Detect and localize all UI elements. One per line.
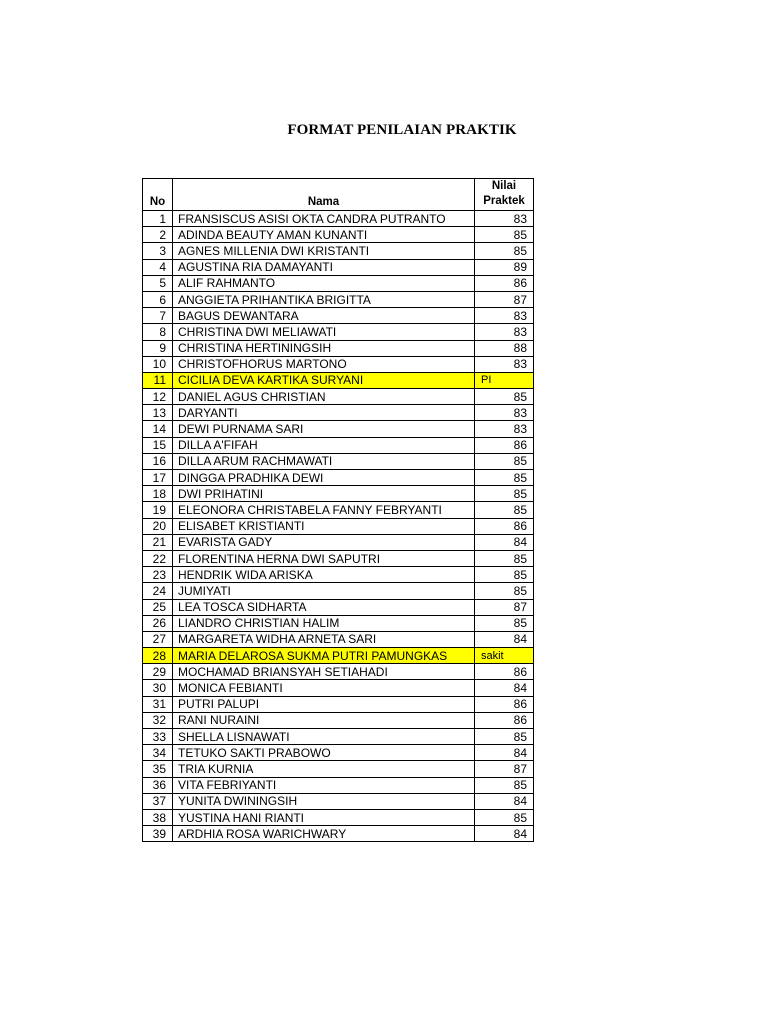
row-number: 35 [143, 761, 173, 777]
table-row [143, 615, 534, 631]
row-number: 34 [143, 745, 173, 761]
table-row [143, 340, 534, 356]
row-number: 38 [143, 809, 173, 825]
header-nilai-praktek: Nilai Praktek [475, 179, 534, 211]
student-name: ADINDA BEAUTY AMAN KUNANTI [173, 227, 475, 243]
practice-score: 85 [475, 453, 534, 469]
student-name: DILLA A'FIFAH [173, 437, 475, 453]
table-row [143, 712, 534, 728]
table-row [143, 729, 534, 745]
student-name: JUMIYATI [173, 583, 475, 599]
student-name: DWI PRIHATINI [173, 486, 475, 502]
practice-score: PI [475, 372, 534, 388]
row-number: 11 [143, 372, 173, 388]
student-name: YUNITA DWININGSIH [173, 793, 475, 809]
table-row [143, 599, 534, 615]
row-number: 37 [143, 793, 173, 809]
student-name: ARDHIA ROSA WARICHWARY [173, 826, 475, 842]
table-header-row [143, 179, 534, 211]
row-number: 22 [143, 550, 173, 566]
table-row [143, 631, 534, 647]
practice-score: 83 [475, 324, 534, 340]
student-name: ELEONORA CHRISTABELA FANNY FEBRYANTI [173, 502, 475, 518]
table-row [143, 761, 534, 777]
practice-score: 86 [475, 664, 534, 680]
practice-score: 84 [475, 680, 534, 696]
practice-score: 83 [475, 421, 534, 437]
row-number: 1 [143, 211, 173, 227]
row-number: 5 [143, 275, 173, 291]
row-number: 26 [143, 615, 173, 631]
row-number: 6 [143, 291, 173, 307]
row-number: 28 [143, 648, 173, 664]
practice-score: 83 [475, 356, 534, 372]
table-row [143, 745, 534, 761]
table-row [143, 534, 534, 550]
student-name: LIANDRO CHRISTIAN HALIM [173, 615, 475, 631]
practice-score: 84 [475, 793, 534, 809]
row-number: 16 [143, 453, 173, 469]
table-row [143, 826, 534, 842]
table-row [143, 324, 534, 340]
table-row [143, 437, 534, 453]
student-name: ELISABET KRISTIANTI [173, 518, 475, 534]
grade-table-body [143, 179, 534, 842]
table-row [143, 453, 534, 469]
table-row [143, 567, 534, 583]
grade-table [142, 178, 534, 842]
row-number: 10 [143, 356, 173, 372]
student-name: TETUKO SAKTI PRABOWO [173, 745, 475, 761]
practice-score: 86 [475, 712, 534, 728]
student-name: PUTRI PALUPI [173, 696, 475, 712]
practice-score: 85 [475, 243, 534, 259]
practice-score: 85 [475, 389, 534, 405]
row-number: 17 [143, 470, 173, 486]
table-row [143, 809, 534, 825]
row-number: 4 [143, 259, 173, 275]
student-name: DARYANTI [173, 405, 475, 421]
row-number: 25 [143, 599, 173, 615]
student-name: MONICA FEBIANTI [173, 680, 475, 696]
row-number: 31 [143, 696, 173, 712]
table-row [143, 470, 534, 486]
table-row [143, 421, 534, 437]
student-name: BAGUS DEWANTARA [173, 308, 475, 324]
table-row [143, 518, 534, 534]
practice-score: 86 [475, 696, 534, 712]
row-number: 32 [143, 712, 173, 728]
table-row [143, 291, 534, 307]
practice-score: 87 [475, 761, 534, 777]
practice-score: 85 [475, 809, 534, 825]
table-row [143, 259, 534, 275]
student-name: ALIF RAHMANTO [173, 275, 475, 291]
student-name: FRANSISCUS ASISI OKTA CANDRA PUTRANTO [173, 211, 475, 227]
practice-score: 84 [475, 745, 534, 761]
student-name: HENDRIK WIDA ARISKA [173, 567, 475, 583]
row-number: 12 [143, 389, 173, 405]
table-row [143, 664, 534, 680]
table-row [143, 696, 534, 712]
practice-score: 83 [475, 405, 534, 421]
row-number: 30 [143, 680, 173, 696]
document-title: FORMAT PENILAIAN PRAKTIK [287, 122, 517, 138]
table-row [143, 308, 534, 324]
practice-score: 85 [475, 227, 534, 243]
table-row [143, 356, 534, 372]
student-name: FLORENTINA HERNA DWI SAPUTRI [173, 550, 475, 566]
row-number: 18 [143, 486, 173, 502]
student-name: DILLA ARUM RACHMAWATI [173, 453, 475, 469]
student-name: CICILIA DEVA KARTIKA SURYANI [173, 372, 475, 388]
practice-score: 85 [475, 567, 534, 583]
row-number: 27 [143, 631, 173, 647]
student-name: DANIEL AGUS CHRISTIAN [173, 389, 475, 405]
student-name: VITA FEBRIYANTI [173, 777, 475, 793]
student-name: DEWI PURNAMA SARI [173, 421, 475, 437]
row-number: 15 [143, 437, 173, 453]
student-name: YUSTINA HANI RIANTI [173, 809, 475, 825]
practice-score: 84 [475, 534, 534, 550]
row-number: 29 [143, 664, 173, 680]
practice-score: 88 [475, 340, 534, 356]
table-row [143, 405, 534, 421]
row-number: 9 [143, 340, 173, 356]
row-number: 13 [143, 405, 173, 421]
table-row [143, 777, 534, 793]
student-name: CHRISTOFHORUS MARTONO [173, 356, 475, 372]
table-row [143, 648, 534, 664]
student-name: MARGARETA WIDHA ARNETA SARI [173, 631, 475, 647]
practice-score: 85 [475, 486, 534, 502]
student-name: CHRISTINA DWI MELIAWATI [173, 324, 475, 340]
row-number: 2 [143, 227, 173, 243]
practice-score: 83 [475, 211, 534, 227]
practice-score: sakit [475, 648, 534, 664]
table-row [143, 793, 534, 809]
student-name: TRIA KURNIA [173, 761, 475, 777]
table-row [143, 486, 534, 502]
student-name: AGUSTINA RIA DAMAYANTI [173, 259, 475, 275]
table-row [143, 550, 534, 566]
table-row [143, 275, 534, 291]
practice-score: 89 [475, 259, 534, 275]
row-number: 24 [143, 583, 173, 599]
table-row [143, 502, 534, 518]
practice-score: 85 [475, 502, 534, 518]
student-name: RANI NURAINI [173, 712, 475, 728]
row-number: 14 [143, 421, 173, 437]
practice-score: 87 [475, 291, 534, 307]
practice-score: 85 [475, 550, 534, 566]
practice-score: 86 [475, 275, 534, 291]
practice-score: 86 [475, 518, 534, 534]
practice-score: 85 [475, 729, 534, 745]
table-row [143, 389, 534, 405]
row-number: 20 [143, 518, 173, 534]
practice-score: 85 [475, 470, 534, 486]
student-name: MARIA DELAROSA SUKMA PUTRI PAMUNGKAS [173, 648, 475, 664]
header-no: No [143, 179, 173, 211]
row-number: 19 [143, 502, 173, 518]
practice-score: 85 [475, 615, 534, 631]
student-name: DINGGA PRADHIKA DEWI [173, 470, 475, 486]
row-number: 3 [143, 243, 173, 259]
student-name: AGNES MILLENIA DWI KRISTANTI [173, 243, 475, 259]
row-number: 36 [143, 777, 173, 793]
table-row [143, 211, 534, 227]
practice-score: 85 [475, 777, 534, 793]
student-name: LEA TOSCA SIDHARTA [173, 599, 475, 615]
row-number: 39 [143, 826, 173, 842]
table-row [143, 243, 534, 259]
practice-score: 83 [475, 308, 534, 324]
student-name: ANGGIETA PRIHANTIKA BRIGITTA [173, 291, 475, 307]
row-number: 23 [143, 567, 173, 583]
practice-score: 86 [475, 437, 534, 453]
row-number: 33 [143, 729, 173, 745]
practice-score: 84 [475, 631, 534, 647]
row-number: 7 [143, 308, 173, 324]
practice-score: 84 [475, 826, 534, 842]
student-name: SHELLA LISNAWATI [173, 729, 475, 745]
table-row [143, 227, 534, 243]
table-row [143, 583, 534, 599]
student-name: MOCHAMAD BRIANSYAH SETIAHADI [173, 664, 475, 680]
row-number: 21 [143, 534, 173, 550]
student-name: CHRISTINA HERTININGSIH [173, 340, 475, 356]
practice-score: 87 [475, 599, 534, 615]
header-nama: Nama [173, 179, 475, 211]
table-row [143, 372, 534, 388]
row-number: 8 [143, 324, 173, 340]
student-name: EVARISTA GADY [173, 534, 475, 550]
practice-score: 85 [475, 583, 534, 599]
table-row [143, 680, 534, 696]
